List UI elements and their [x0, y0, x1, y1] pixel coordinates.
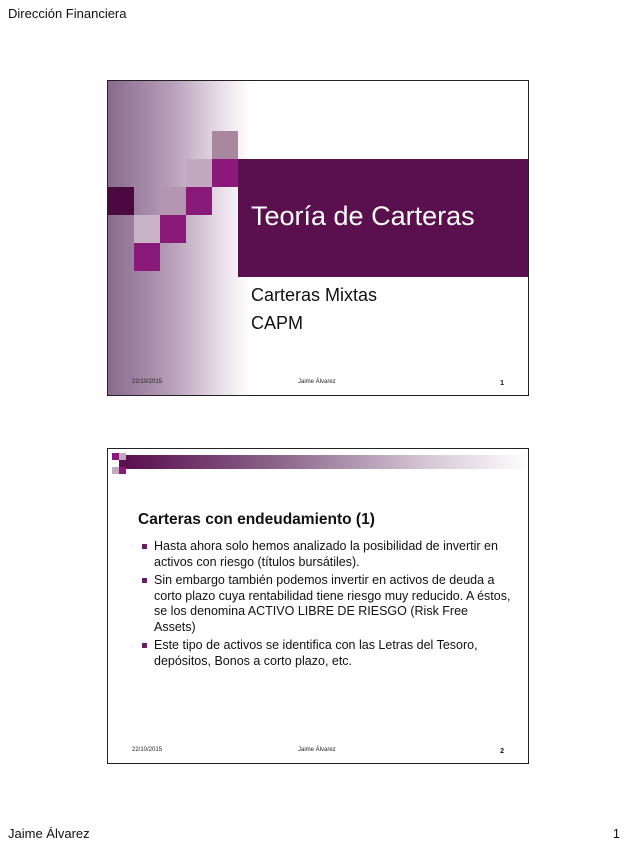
decor-square: [212, 159, 238, 187]
bullet-text: Sin embargo también podemos invertir en activos de deuda a corto plazo cuya rentabilidad tiene riesgo muy reducido. A éstos, se los denomina ACTIVO LIBRE DE RIESGO (Risk Free Assets): [154, 573, 511, 634]
bullet-text: Hasta ahora solo hemos analizado la posibilidad de invertir en activos con riesgo (títulos bursátiles).: [154, 539, 498, 569]
page-footer-author: Jaime Álvarez: [8, 826, 90, 841]
slide-date: 22/10/2015: [132, 747, 163, 753]
slide-number: 1: [500, 380, 504, 387]
decor-square: [186, 159, 212, 187]
square-bullet-icon: [142, 643, 147, 648]
bullet-item: [142, 539, 512, 570]
slide-1: [107, 80, 529, 396]
slide-heading: Carteras con endeudamiento (1): [138, 511, 375, 528]
slide-author: Jaime Álvarez: [298, 379, 336, 385]
decor-square: [134, 243, 160, 271]
decor-square: [186, 187, 212, 215]
header-gradient-bar: [126, 455, 529, 469]
decor-square: [112, 467, 119, 474]
decor-square: [112, 453, 119, 460]
decor-square: [160, 187, 186, 215]
slide-title: Teoría de Carteras: [251, 201, 475, 231]
slide-author: Jaime Álvarez: [298, 747, 336, 753]
slide-subtitle-2: CAPM: [251, 313, 304, 333]
decor-square: [119, 467, 126, 474]
page-header: Dirección Financiera: [8, 6, 127, 21]
slide-date: 22/10/2015: [132, 379, 163, 385]
decor-square: [108, 187, 134, 215]
decor-square: [212, 131, 238, 159]
bullet-item: [142, 638, 512, 669]
square-bullet-icon: [142, 544, 147, 549]
decor-square: [134, 215, 160, 243]
slide-2: [107, 448, 529, 764]
bullet-list: [142, 539, 512, 672]
decor-square: [119, 453, 126, 460]
bullet-item: [142, 573, 512, 635]
slide-subtitle-1: Carteras Mixtas: [251, 285, 378, 305]
slide-number: 2: [500, 748, 504, 755]
decor-square: [160, 215, 186, 243]
bullet-text: Este tipo de activos se identifica con las Letras del Tesoro, depósitos, Bonos a corto plazo, etc.: [154, 638, 478, 668]
page-number: 1: [612, 826, 620, 841]
square-bullet-icon: [142, 578, 147, 583]
decor-square: [119, 460, 126, 467]
